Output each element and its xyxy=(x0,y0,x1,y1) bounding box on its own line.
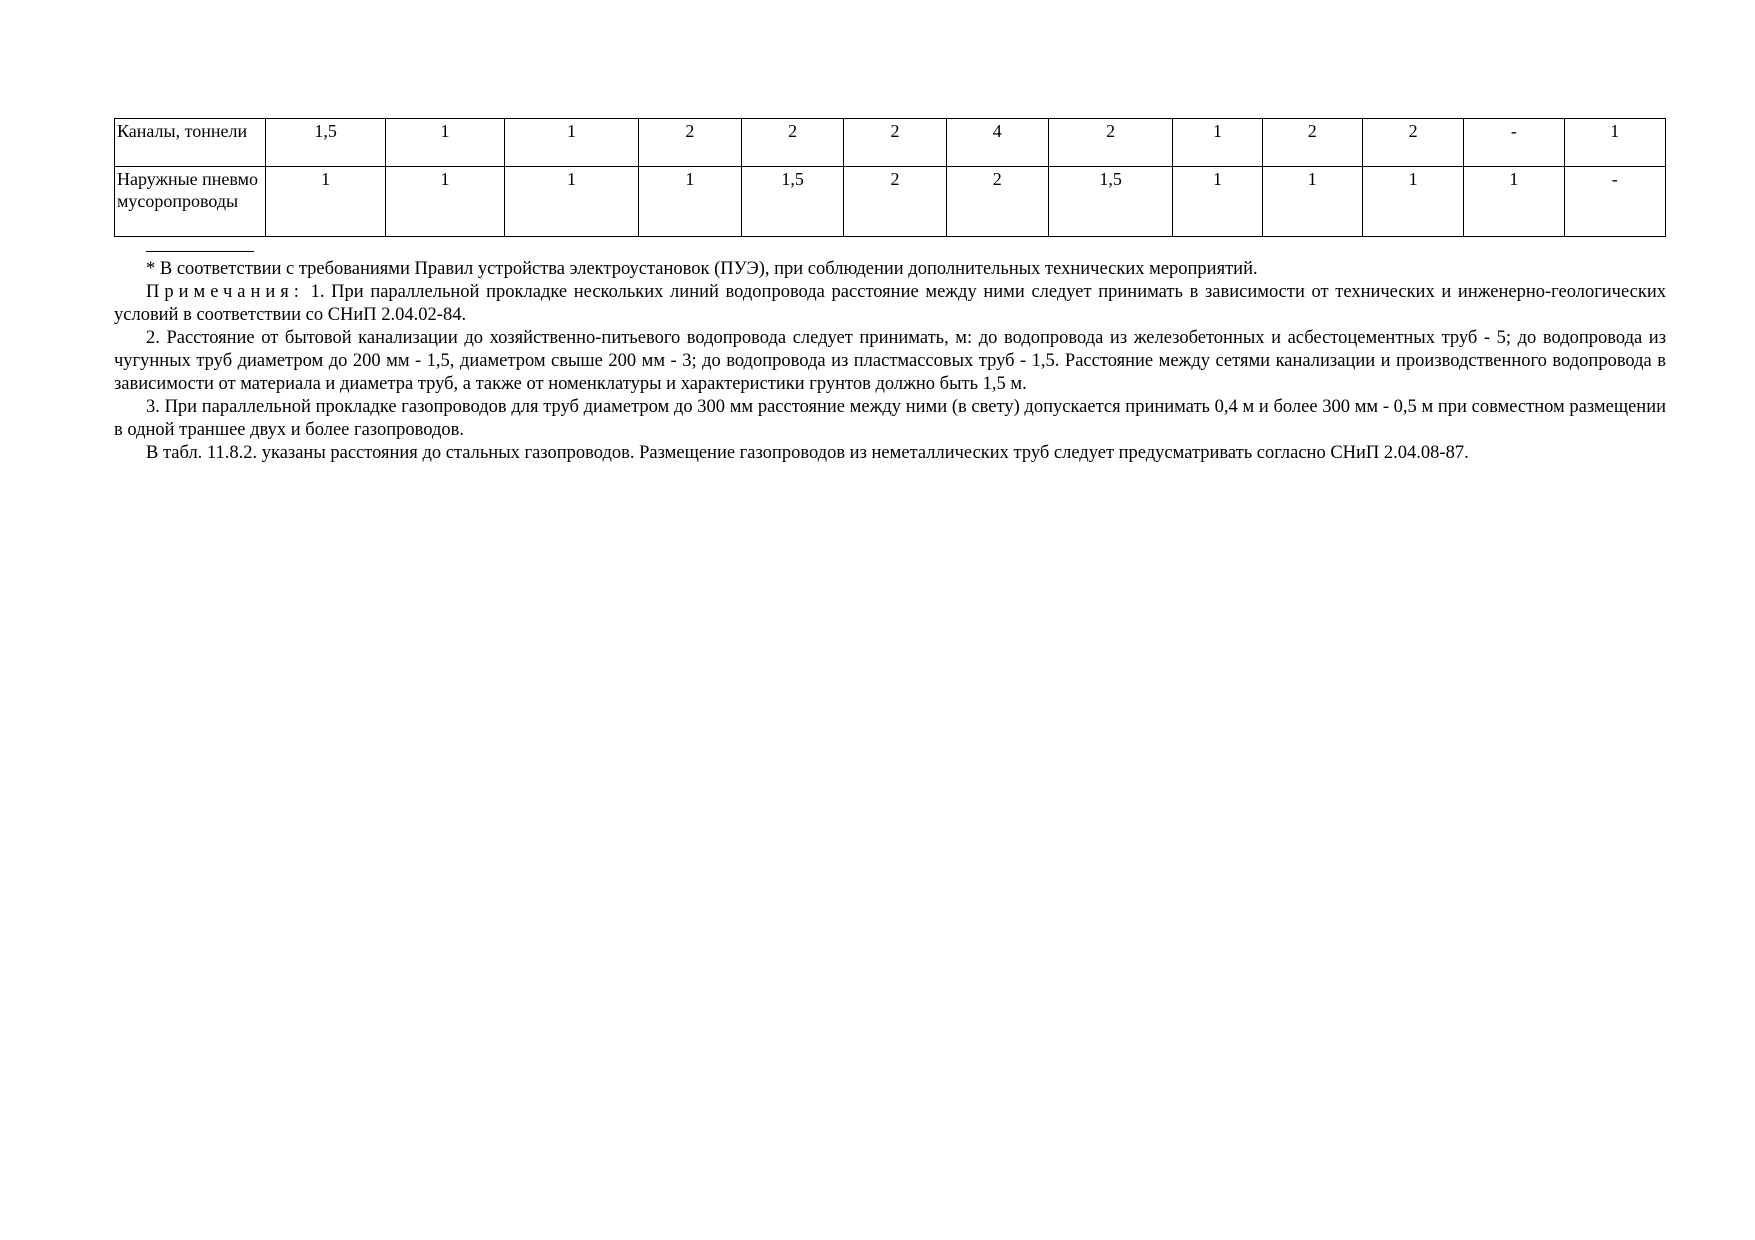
table-cell: 2 xyxy=(844,167,946,237)
table-row xyxy=(115,119,1666,167)
table-cell: 2 xyxy=(946,167,1048,237)
table-cell: 1 xyxy=(1464,167,1564,237)
table-cell: 2 xyxy=(844,119,946,167)
distance-table xyxy=(114,118,1666,237)
table-cell: 1 xyxy=(266,167,385,237)
table-row xyxy=(115,167,1666,237)
note-4: В табл. 11.8.2. указаны расстояния до стальных газопроводов. Размещение газопроводов из неметаллических труб следует предусматривать согласно СНиП 2.04.08-87. xyxy=(146,443,1469,463)
footnote-text: * В соответствии с требованиями Правил устройства электроустановок (ПУЭ), при соблюдении дополнительных технических мероприятий. xyxy=(146,259,1258,279)
table-cell: 2 xyxy=(741,119,843,167)
note-2: 2. Расстояние от бытовой канализации до хозяйственно-питьевого водопровода следует принимать, м: до водопровода из железобетонных и асбестоцементных труб - 5; до водопровода из чугунных труб диаметром до 200 мм - 1,5, диаметром свыше 200 мм - 3; до водопровода из пластмассовых труб - 1,5. Расстояние между сетями канализации и производственного водопровода в зависимости от материала и диаметра труб, а также от номенклатуры и характеристики грунтов должно быть 1,5 м. xyxy=(114,328,1666,394)
table-cell: 1,5 xyxy=(1048,167,1172,237)
table-cell: - xyxy=(1564,167,1665,237)
document-page xyxy=(114,118,1666,465)
table-cell: 1 xyxy=(385,119,504,167)
table-cell: - xyxy=(1464,119,1564,167)
note-1-text: 1. При параллельной прокладке нескольких линий водопровода расстояние между ними следует принимать в зависимости от технических и инженерно-геологических условий в соответствии со СНиП 2.04.02-84. xyxy=(114,282,1667,325)
table-cell: 1 xyxy=(1262,167,1362,237)
table-cell: 2 xyxy=(638,119,741,167)
table-cell: 1 xyxy=(638,167,741,237)
remarks-heading: Примечания: xyxy=(146,282,304,302)
table-cell: 1 xyxy=(1362,167,1463,237)
table-cell: 1,5 xyxy=(741,167,843,237)
table-cell: 1 xyxy=(385,167,504,237)
table-cell: 1 xyxy=(505,167,638,237)
table-cell: 1 xyxy=(505,119,638,167)
note-3: 3. При параллельной прокладке газопроводов для труб диаметром до 300 мм расстояние между ними (в свету) допускается принимать 0,4 м и более 300 мм - 0,5 м при совместном размещении в одной траншее двух и более газопроводов. xyxy=(114,397,1666,440)
table-cell: 2 xyxy=(1262,119,1362,167)
footnote-rule xyxy=(146,251,254,252)
row-label: Наружные пневмомусоропроводы xyxy=(115,167,266,237)
table-cell: 1 xyxy=(1173,119,1262,167)
note-1 xyxy=(114,281,1666,327)
table-cell: 1 xyxy=(1173,167,1262,237)
row-label: Каналы, тоннели xyxy=(115,119,266,167)
notes-section xyxy=(114,251,1666,465)
table-cell: 2 xyxy=(1362,119,1463,167)
table-cell: 2 xyxy=(1048,119,1172,167)
table-cell: 4 xyxy=(946,119,1048,167)
table-cell: 1,5 xyxy=(266,119,385,167)
table-cell: 1 xyxy=(1564,119,1665,167)
